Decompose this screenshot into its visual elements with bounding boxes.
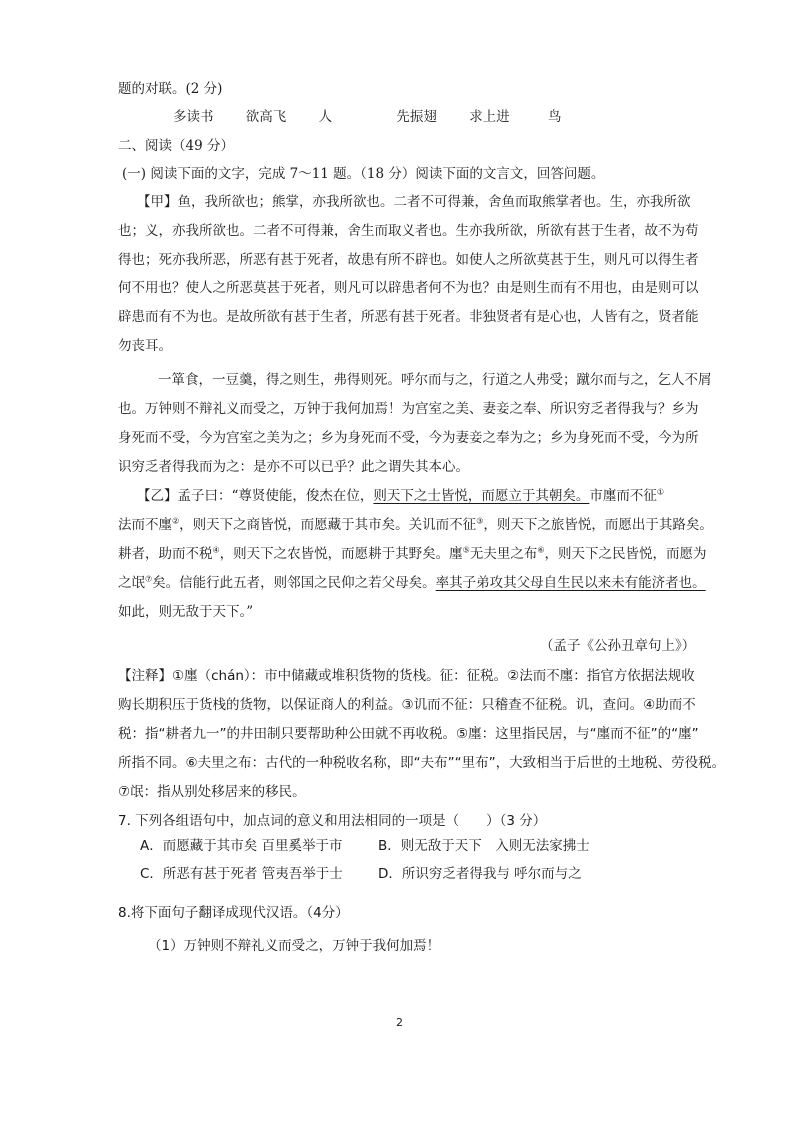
jia-line: 也；义，亦我所欲也。二者不可得兼，舍生而取义者也。生亦我所欲，所欲有甚于生者，故不为苟 [118, 223, 699, 239]
yi-text: ，则天下之商皆悦，而愿藏于其市矣。关讥而不征 [179, 517, 477, 533]
couplet-part: 先振翅 [396, 109, 437, 125]
part-intro: (一) 阅读下面的文字，完成 7～11 题。（18 分）阅读下面的文言文，回答问题。 [122, 166, 605, 182]
passage-source: （孟子《公孙丑章句上》） [540, 638, 696, 654]
yi-text: 无夫里之布 [469, 546, 538, 562]
yi-text: 【乙】孟子曰：“尊贤使能，俊杰在位， [137, 488, 374, 504]
jia-line: 【甲】鱼，我所欲也；熊掌，亦我所欲也。二者不可得兼，舍鱼而取熊掌者也。生，亦我所欲 [137, 194, 691, 210]
note-line: 【注释】①廛（chán）：市中储藏或堆积货物的货栈。征：征税。②法而不廛：指官方依据法规收 [118, 668, 695, 684]
q8-item-1: （1）万钟则不辩礼义而受之，万钟于我何加焉！ [148, 938, 441, 954]
footnote-mark: ⑦ [145, 574, 153, 584]
jia-line: 辟患而有不为也。是故所欲有甚于生者，所恶有甚于死者。非独贤者有是心也，人皆有之，贤者能 [118, 309, 699, 325]
note-line: 所指不同。⑥夫里之布：古代的一种税收名称，即“夫布”“里布”，大致相当于后世的土地税、劳役税。 [118, 755, 726, 771]
footnote-mark: ⑤ [462, 545, 470, 555]
yi-line: 如此，则无敌于天下。” [118, 604, 254, 620]
jia-line: 一箪食，一豆羹，得之则生，弗得则死。呼尔而与之，行道之人弗受；蹴尔而与之，乞人不屑 [158, 372, 712, 388]
couplet-part: 欲高飞 [245, 109, 287, 125]
yi-text: ，则天下之农皆悦，而愿耕于其野矣。廛 [219, 546, 463, 562]
yi-text: ，则天下之民皆悦，而愿为 [544, 546, 707, 562]
couplet-part: 多读书 [173, 109, 214, 125]
q7-option-d: D．所识穷乏者得我与 呼尔而与之 [378, 866, 582, 882]
yi-line [118, 571, 706, 591]
couplet-part: 鸟 [547, 109, 562, 125]
yi-text: 矣。信能行此五者，则邻国之民仰之若父母矣。 [152, 575, 436, 591]
couplet-part: 人 [318, 109, 333, 125]
q7-option-c: C．所恶有甚于死者 管夷吾举于士 [140, 866, 343, 882]
footnote-mark: ① [656, 487, 665, 497]
footnote-mark: ③ [476, 516, 484, 526]
q7-stem: 7. 下列各组语句中，加点词的意义和用法相同的一项是（ ）（3 分） [118, 813, 547, 829]
yi-line [118, 542, 707, 562]
jia-line: 身死而不受，今为宫室之美为之；乡为身死而不受，今为妻妾之奉为之；乡为身死而不受，今为所 [118, 430, 699, 446]
footnote-mark: ⑥ [537, 545, 545, 555]
couplet-text [173, 105, 561, 125]
section-title: 二、阅读（49 分） [118, 138, 234, 154]
yi-text: 市廛而不征 [589, 488, 657, 504]
yi-text: 之氓 [118, 575, 145, 591]
yi-text: ，则天下之旅皆悦，而愿出于其路矣。 [483, 517, 713, 533]
couplet-question-tail: 题的对联。(2 分) [118, 81, 223, 97]
q7-option-a: A．而愿藏于其市矣 百里奚举于市 [140, 838, 343, 854]
yi-line [137, 484, 664, 504]
q7-option-b: B．则无敌于天下 入则无法家拂士 [378, 838, 590, 854]
page-number: 2 [396, 1016, 403, 1029]
jia-line: 也。万钟则不辩礼义而受之，万钟于我何加焉！为宫室之美、妻妾之奉、所识穷乏者得我与？乡为 [118, 401, 699, 417]
note-line: 税：指“耕者九一”的井田制只要帮助种公田就不再收税。⑤廛：这里指民居，与“廛而不征”的“廛” [118, 726, 699, 742]
yi-line [118, 513, 713, 533]
yi-underlined-sentence: 率其子弟攻其父母自生民以来未有能济者也。 [435, 575, 706, 591]
yi-text: 耕者，助而不税 [118, 546, 213, 562]
jia-line: 勿丧耳。 [118, 338, 172, 354]
jia-line: 得也；死亦我所恶，所恶有甚于死者，故患有所不辟也。如使人之所欲莫甚于生，则凡可以得生者 [118, 252, 699, 268]
couplet-part: 求上进 [469, 109, 510, 125]
yi-text: 法而不廛 [118, 517, 172, 533]
note-line: 购长期积压于货栈的货物，以保证商人的利益。③讥而不征：只稽查不征税。讥，查问。④助而不 [118, 697, 696, 713]
note-line: ⑦氓：指从别处移居来的移民。 [118, 784, 306, 800]
yi-underlined-sentence: 则天下之士皆悦，而愿立于其朝矣。 [373, 488, 590, 504]
footnote-mark: ② [172, 516, 180, 526]
jia-line: 识穷乏者得我而为之：是亦不可以已乎？此之谓失其本心。 [118, 459, 469, 475]
jia-line: 何不用也？使人之所恶莫甚于死者，则凡可以辟患者何不为也？由是则生而有不用也，由是则可以 [118, 280, 699, 296]
q8-stem: 8.将下面句子翻译成现代汉语。（4分） [118, 905, 349, 921]
footnote-mark: ④ [212, 545, 220, 555]
